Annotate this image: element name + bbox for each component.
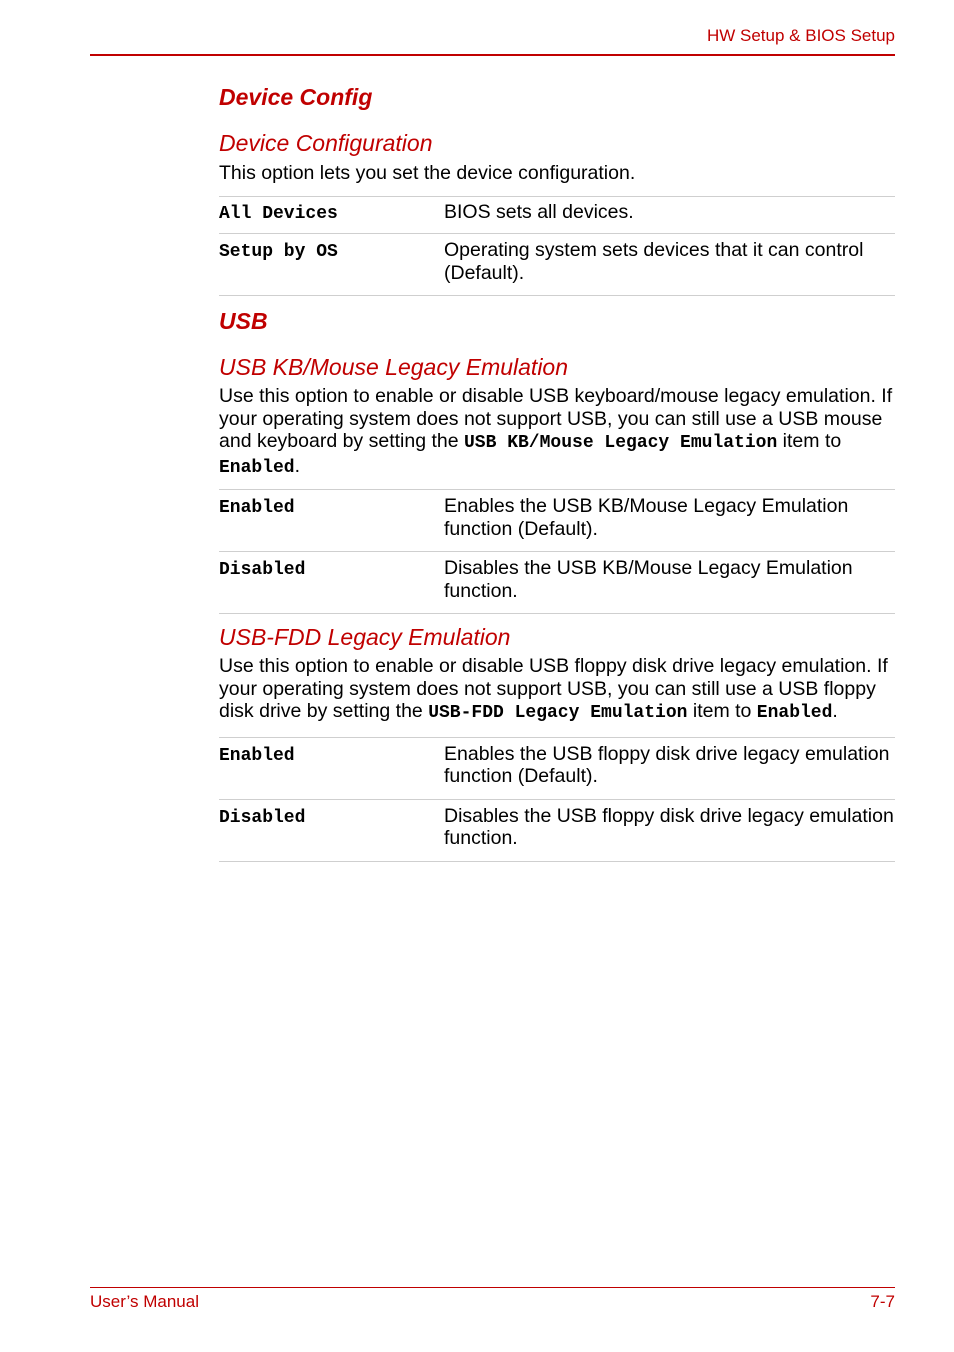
- option-description: BIOS sets all devices.: [444, 196, 895, 234]
- device-config-heading: Device Config: [219, 84, 373, 110]
- option-key: Disabled: [219, 552, 444, 614]
- option-description: Disables the USB floppy disk drive legacy emulation function.: [444, 799, 895, 861]
- table-row: [219, 490, 895, 552]
- footer-divider: [90, 1287, 895, 1288]
- device-configuration-subheading: Device Configuration: [219, 130, 433, 156]
- setting-value: Enabled: [219, 457, 295, 478]
- option-key: Disabled: [219, 799, 444, 861]
- option-key: Setup by OS: [219, 234, 444, 296]
- running-header: HW Setup & BIOS Setup: [706, 26, 895, 45]
- usb-fdd-options-table: [219, 737, 895, 862]
- setting-name: USB KB/Mouse Legacy Emulation: [464, 433, 778, 453]
- option-description: Enables the USB floppy disk drive legacy emulation function (Default).: [444, 737, 895, 799]
- option-description: Operating system sets devices that it can control (Default).: [444, 234, 895, 296]
- header-divider: [90, 54, 895, 56]
- option-key: Enabled: [219, 737, 444, 799]
- option-key: All Devices: [219, 196, 444, 234]
- table-row: [219, 552, 895, 614]
- usb-fdd-intro: Use this option to enable or disable USB floppy disk drive legacy emulation. If your operating system does not support USB, you can still use a USB floppy disk drive by setting the USB-FDD Legacy Emulation item to Enabled.: [219, 655, 888, 723]
- usb-kb-mouse-subheading: USB KB/Mouse Legacy Emulation: [219, 354, 569, 380]
- usb-kb-mouse-options-table: [219, 489, 895, 614]
- option-key: Enabled: [219, 490, 444, 552]
- page-content: [219, 80, 895, 862]
- setting-value: Enabled: [756, 703, 833, 723]
- page-number: 7-7: [870, 1292, 895, 1311]
- option-description: Enables the USB KB/Mouse Legacy Emulation function (Default).: [444, 490, 895, 552]
- footer-manual-title: User’s Manual: [90, 1292, 199, 1311]
- table-row: [219, 234, 895, 296]
- option-description: Disables the USB KB/Mouse Legacy Emulation function.: [444, 552, 895, 614]
- usb-kb-mouse-intro: Use this option to enable or disable USB keyboard/mouse legacy emulation. If your operating system does not support USB, you can still use a USB mouse and keyboard by setting the USB KB/Mouse Legacy Emulation item to Enabled.: [219, 385, 893, 478]
- setting-name: USB-FDD Legacy Emulation: [428, 703, 688, 723]
- device-configuration-intro: This option lets you set the device configuration.: [219, 162, 636, 184]
- usb-fdd-subheading: USB-FDD Legacy Emulation: [219, 624, 511, 650]
- table-row: [219, 799, 895, 861]
- device-configuration-options-table: [219, 196, 895, 297]
- table-row: [219, 737, 895, 799]
- usb-heading: USB: [219, 308, 268, 334]
- table-row: [219, 196, 895, 234]
